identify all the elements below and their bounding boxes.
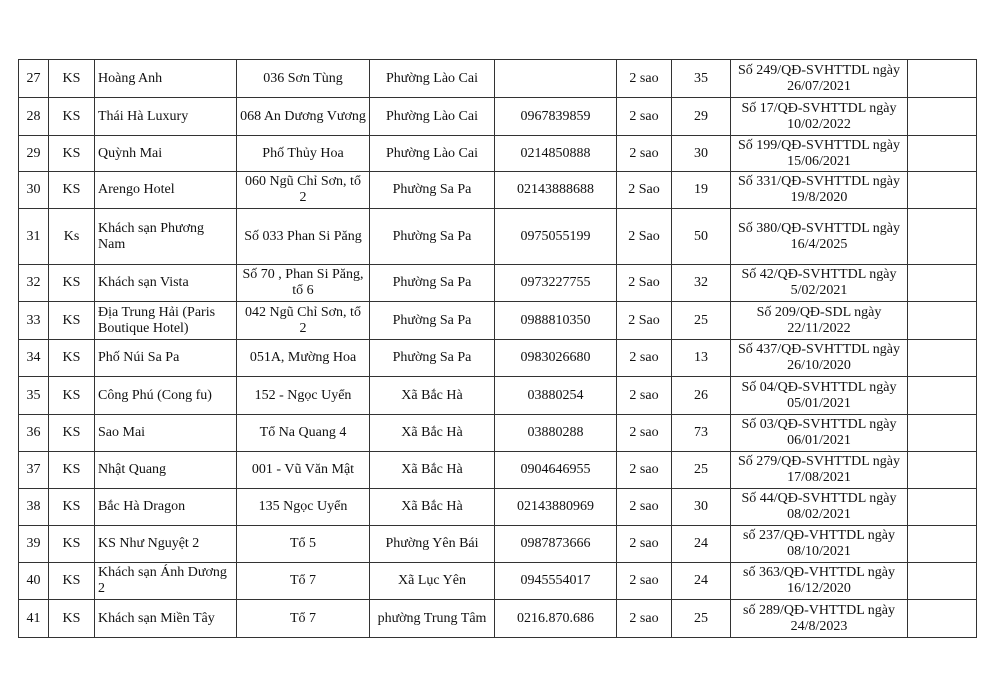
cell-type: KS — [49, 98, 95, 136]
cell-ward: Phường Sa Pa — [370, 172, 495, 209]
cell-address: 152 - Ngọc Uyển — [237, 377, 370, 415]
cell-address: 068 An Dương Vương — [237, 98, 370, 136]
cell-stt: 28 — [19, 98, 49, 136]
cell-phone: 03880288 — [495, 415, 617, 452]
cell-rooms: 73 — [672, 415, 731, 452]
cell-stt: 33 — [19, 302, 49, 340]
cell-rank: 2 sao — [617, 563, 672, 600]
cell-decision: Số 279/QĐ-SVHTTDL ngày 17/08/2021 — [731, 452, 908, 489]
cell-decision: Số 199/QĐ-SVHTTDL ngày 15/06/2021 — [731, 136, 908, 172]
cell-name: Sao Mai — [95, 415, 237, 452]
cell-type: KS — [49, 489, 95, 526]
cell-rooms: 24 — [672, 526, 731, 563]
cell-note — [908, 302, 977, 340]
cell-address: Tổ 5 — [237, 526, 370, 563]
cell-stt: 36 — [19, 415, 49, 452]
cell-rooms: 25 — [672, 302, 731, 340]
cell-ward: Xã Bắc Hà — [370, 489, 495, 526]
cell-note — [908, 98, 977, 136]
cell-phone: 0983026680 — [495, 340, 617, 377]
table-row — [19, 302, 977, 340]
cell-address: 042 Ngũ Chỉ Sơn, tổ 2 — [237, 302, 370, 340]
cell-phone: 0216.870.686 — [495, 600, 617, 638]
cell-ward: Xã Bắc Hà — [370, 415, 495, 452]
cell-stt: 32 — [19, 265, 49, 302]
cell-type: KS — [49, 452, 95, 489]
cell-address: Tổ 7 — [237, 600, 370, 638]
table-row — [19, 415, 977, 452]
cell-ward: Phường Lào Cai — [370, 136, 495, 172]
table-row — [19, 526, 977, 563]
cell-ward: Phường Sa Pa — [370, 209, 495, 265]
cell-note — [908, 60, 977, 98]
cell-decision: số 363/QĐ-VHTTDL ngày 16/12/2020 — [731, 563, 908, 600]
cell-note — [908, 265, 977, 302]
cell-stt: 35 — [19, 377, 49, 415]
cell-type: KS — [49, 172, 95, 209]
cell-rank: 2 sao — [617, 377, 672, 415]
cell-type: KS — [49, 600, 95, 638]
cell-decision: Số 249/QĐ-SVHTTDL ngày 26/07/2021 — [731, 60, 908, 98]
cell-rooms: 32 — [672, 265, 731, 302]
table-row — [19, 377, 977, 415]
cell-phone — [495, 60, 617, 98]
cell-name: Công Phú (Cong fu) — [95, 377, 237, 415]
cell-name: Khách sạn Miền Tây — [95, 600, 237, 638]
table-row — [19, 98, 977, 136]
cell-note — [908, 172, 977, 209]
cell-ward: Phường Yên Bái — [370, 526, 495, 563]
table-row — [19, 60, 977, 98]
cell-decision: Số 03/QĐ-SVHTTDL ngày 06/01/2021 — [731, 415, 908, 452]
cell-name: Bắc Hà Dragon — [95, 489, 237, 526]
cell-note — [908, 452, 977, 489]
cell-type: KS — [49, 526, 95, 563]
cell-rank: 2 sao — [617, 600, 672, 638]
cell-rooms: 24 — [672, 563, 731, 600]
table-row — [19, 340, 977, 377]
cell-rooms: 26 — [672, 377, 731, 415]
cell-address: Tổ 7 — [237, 563, 370, 600]
cell-decision: Số 17/QĐ-SVHTTDL ngày 10/02/2022 — [731, 98, 908, 136]
cell-rank: 2 sao — [617, 452, 672, 489]
cell-note — [908, 209, 977, 265]
cell-address: Tổ Na Quang 4 — [237, 415, 370, 452]
cell-address: 135 Ngọc Uyển — [237, 489, 370, 526]
cell-address: 001 - Vũ Văn Mật — [237, 452, 370, 489]
cell-stt: 29 — [19, 136, 49, 172]
cell-ward: Xã Lục Yên — [370, 563, 495, 600]
cell-rooms: 25 — [672, 452, 731, 489]
cell-rooms: 13 — [672, 340, 731, 377]
cell-rooms: 30 — [672, 489, 731, 526]
cell-rooms: 50 — [672, 209, 731, 265]
cell-ward: Xã Bắc Hà — [370, 377, 495, 415]
table-row — [19, 265, 977, 302]
cell-ward: Phường Sa Pa — [370, 265, 495, 302]
cell-phone: 0988810350 — [495, 302, 617, 340]
cell-rank: 2 sao — [617, 60, 672, 98]
cell-rank: 2 sao — [617, 415, 672, 452]
cell-name: Thái Hà Luxury — [95, 98, 237, 136]
cell-address: Số 70 , Phan Si Păng, tổ 6 — [237, 265, 370, 302]
table-row — [19, 209, 977, 265]
cell-phone: 03880254 — [495, 377, 617, 415]
cell-ward: Phường Lào Cai — [370, 60, 495, 98]
cell-type: KS — [49, 136, 95, 172]
cell-address: 060 Ngũ Chỉ Sơn, tổ 2 — [237, 172, 370, 209]
cell-rank: 2 sao — [617, 489, 672, 526]
cell-note — [908, 136, 977, 172]
cell-rooms: 35 — [672, 60, 731, 98]
cell-stt: 39 — [19, 526, 49, 563]
cell-decision: Số 44/QĐ-SVHTTDL ngày 08/02/2021 — [731, 489, 908, 526]
cell-rank: 2 Sao — [617, 172, 672, 209]
cell-phone: 02143888688 — [495, 172, 617, 209]
cell-note — [908, 563, 977, 600]
cell-rank: 2 Sao — [617, 302, 672, 340]
table-row — [19, 600, 977, 638]
cell-phone: 0945554017 — [495, 563, 617, 600]
cell-stt: 40 — [19, 563, 49, 600]
cell-name: Khách sạn Ánh Dương 2 — [95, 563, 237, 600]
cell-decision: số 237/QĐ-VHTTDL ngày 08/10/2021 — [731, 526, 908, 563]
cell-decision: Số 42/QĐ-SVHTTDL ngày 5/02/2021 — [731, 265, 908, 302]
cell-phone: 0214850888 — [495, 136, 617, 172]
cell-phone: 0987873666 — [495, 526, 617, 563]
cell-stt: 27 — [19, 60, 49, 98]
cell-note — [908, 340, 977, 377]
cell-name: Khách sạn Vista — [95, 265, 237, 302]
cell-name: KS Như Nguyệt 2 — [95, 526, 237, 563]
cell-rooms: 25 — [672, 600, 731, 638]
cell-decision: Số 04/QĐ-SVHTTDL ngày 05/01/2021 — [731, 377, 908, 415]
cell-note — [908, 377, 977, 415]
cell-rooms: 19 — [672, 172, 731, 209]
cell-type: KS — [49, 415, 95, 452]
cell-ward: Phường Sa Pa — [370, 340, 495, 377]
cell-phone: 0967839859 — [495, 98, 617, 136]
cell-decision: Số 331/QĐ-SVHTTDL ngày 19/8/2020 — [731, 172, 908, 209]
cell-name: Hoàng Anh — [95, 60, 237, 98]
hotel-table-body — [19, 60, 977, 638]
cell-rank: 2 sao — [617, 136, 672, 172]
table-row — [19, 489, 977, 526]
cell-stt: 30 — [19, 172, 49, 209]
cell-phone: 0973227755 — [495, 265, 617, 302]
cell-decision: Số 437/QĐ-SVHTTDL ngày 26/10/2020 — [731, 340, 908, 377]
cell-type: KS — [49, 563, 95, 600]
table-row — [19, 563, 977, 600]
cell-note — [908, 600, 977, 638]
cell-address: Phố Thủy Hoa — [237, 136, 370, 172]
cell-rank: 2 sao — [617, 98, 672, 136]
cell-ward: Phường Lào Cai — [370, 98, 495, 136]
cell-rank: 2 sao — [617, 526, 672, 563]
cell-address: 036 Sơn Tùng — [237, 60, 370, 98]
table-row — [19, 136, 977, 172]
cell-stt: 38 — [19, 489, 49, 526]
cell-stt: 37 — [19, 452, 49, 489]
cell-stt: 31 — [19, 209, 49, 265]
cell-type: KS — [49, 302, 95, 340]
cell-ward: Xã Bắc Hà — [370, 452, 495, 489]
cell-name: Quỳnh Mai — [95, 136, 237, 172]
cell-type: KS — [49, 60, 95, 98]
table-row — [19, 452, 977, 489]
cell-phone: 0904646955 — [495, 452, 617, 489]
cell-type: KS — [49, 265, 95, 302]
cell-name: Địa Trung Hải (Paris Boutique Hotel) — [95, 302, 237, 340]
cell-rank: 2 Sao — [617, 209, 672, 265]
cell-name: Arengo Hotel — [95, 172, 237, 209]
cell-address: 051A, Mường Hoa — [237, 340, 370, 377]
hotel-table — [18, 59, 977, 638]
cell-note — [908, 415, 977, 452]
cell-rooms: 30 — [672, 136, 731, 172]
cell-ward: Phường Sa Pa — [370, 302, 495, 340]
cell-note — [908, 489, 977, 526]
cell-phone: 0975055199 — [495, 209, 617, 265]
cell-stt: 34 — [19, 340, 49, 377]
cell-rank: 2 Sao — [617, 265, 672, 302]
cell-ward: phường Trung Tâm — [370, 600, 495, 638]
cell-type: Ks — [49, 209, 95, 265]
cell-address: Số 033 Phan Si Păng — [237, 209, 370, 265]
table-row — [19, 172, 977, 209]
cell-decision: Số 380/QĐ-SVHTTDL ngày 16/4/2025 — [731, 209, 908, 265]
cell-type: KS — [49, 340, 95, 377]
cell-phone: 02143880969 — [495, 489, 617, 526]
cell-rank: 2 sao — [617, 340, 672, 377]
cell-decision: Số 209/QĐ-SDL ngày 22/11/2022 — [731, 302, 908, 340]
cell-rooms: 29 — [672, 98, 731, 136]
cell-name: Phố Núi Sa Pa — [95, 340, 237, 377]
cell-stt: 41 — [19, 600, 49, 638]
cell-name: Khách sạn Phương Nam — [95, 209, 237, 265]
cell-note — [908, 526, 977, 563]
cell-name: Nhật Quang — [95, 452, 237, 489]
cell-type: KS — [49, 377, 95, 415]
cell-decision: số 289/QĐ-VHTTDL ngày 24/8/2023 — [731, 600, 908, 638]
